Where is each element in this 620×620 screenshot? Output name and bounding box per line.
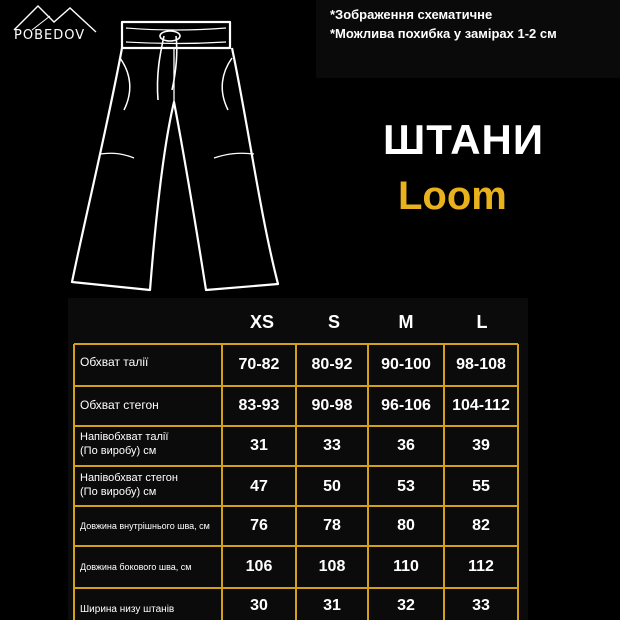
cell-half-hips-xs: 47 — [250, 478, 268, 495]
cell-half-hips-l: 55 — [472, 478, 490, 495]
cell-waist-s: 80-92 — [311, 356, 353, 373]
cell-hem-width-xs: 30 — [250, 597, 268, 614]
cell-half-waist-s: 33 — [323, 437, 341, 454]
cell-hips-m: 96-106 — [381, 397, 431, 414]
cell-half-waist-l: 39 — [472, 437, 490, 454]
cell-inseam-s: 78 — [323, 517, 341, 534]
cell-waist-l: 98-108 — [456, 356, 506, 373]
row-label-half-hips: Напівобхват стегон (По виробу) см — [80, 472, 178, 499]
cell-outseam-xs: 106 — [245, 558, 273, 575]
cell-hem-width-s: 31 — [323, 597, 341, 614]
cell-inseam-xs: 76 — [250, 517, 268, 534]
note-schematic: *Зображення схематичне — [330, 7, 493, 22]
cell-inseam-l: 82 — [472, 517, 490, 534]
cell-hips-xs: 83-93 — [238, 397, 280, 414]
brand-logo-text: POBEDOV — [14, 28, 86, 43]
cell-half-waist-xs: 31 — [250, 437, 268, 454]
cell-outseam-m: 110 — [393, 558, 419, 575]
product-name: Loom — [398, 174, 507, 218]
cell-inseam-m: 80 — [397, 517, 415, 534]
product-title: ШТАНИ — [383, 116, 545, 163]
cell-outseam-l: 112 — [468, 558, 494, 575]
size-header-m: M — [398, 312, 414, 332]
cell-hem-width-l: 33 — [472, 597, 490, 614]
cell-half-waist-m: 36 — [397, 437, 415, 454]
row-label-hem-width: Ширина низу штанів — [80, 604, 175, 615]
cell-outseam-s: 108 — [318, 558, 346, 575]
cell-half-hips-m: 53 — [397, 478, 415, 495]
size-header-s: S — [327, 312, 340, 332]
row-label-inseam: Довжина внутрішнього шва, см — [80, 521, 210, 531]
cell-hips-s: 90-98 — [311, 397, 353, 414]
row-label-half-waist: Напівобхват талії (По виробу) см — [80, 431, 169, 458]
cell-hips-l: 104-112 — [452, 397, 510, 414]
cell-half-hips-s: 50 — [323, 478, 341, 495]
cell-hem-width-m: 32 — [397, 597, 415, 614]
row-label-outseam: Довжина бокового шва, см — [80, 562, 192, 572]
row-label-hips: Обхват стегон — [80, 398, 159, 412]
size-header-l: L — [476, 312, 488, 332]
cell-waist-xs: 70-82 — [238, 356, 280, 373]
size-header-xs: XS — [249, 312, 274, 332]
cell-waist-m: 90-100 — [381, 356, 431, 373]
note-tolerance: *Можлива похибка у замірах 1-2 см — [330, 26, 557, 41]
pants-schematic-illustration — [64, 14, 294, 294]
row-label-waist: Обхват талії — [80, 355, 149, 369]
